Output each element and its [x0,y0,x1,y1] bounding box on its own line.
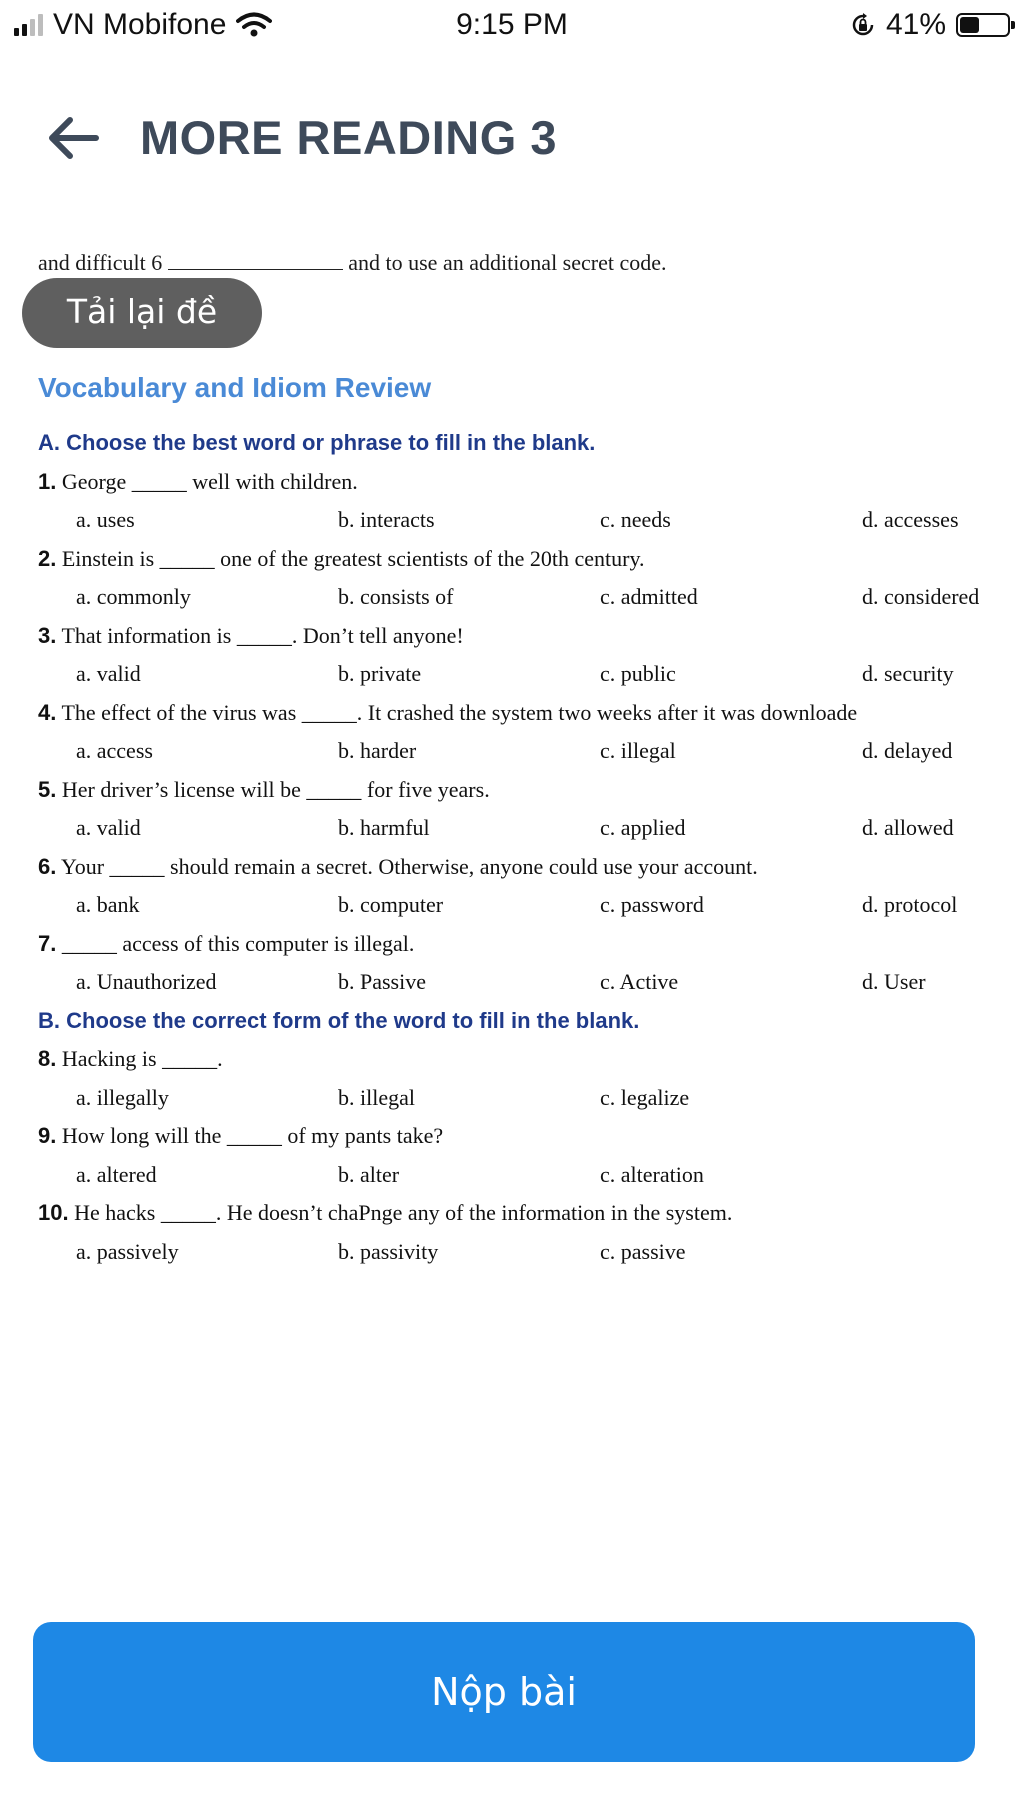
part-heading: A. Choose the best word or phrase to fill in the blank. [38,430,596,455]
answer-option[interactable]: c. admitted [600,584,698,609]
question-text [38,931,414,957]
answer-option[interactable]: b. illegal [338,1084,415,1110]
answer-option[interactable]: a. bank [76,892,140,917]
question-stem: Her driver’s license will be _____ for five years. [61,776,490,802]
question-stem: George _____ well with children. [61,468,358,494]
page-header [0,100,1024,180]
question-stem: Einstein is _____ one of the greatest scientists of the 20th century. [61,545,645,571]
answer-options [0,738,1024,768]
answer-options [0,661,1024,691]
answer-option[interactable]: c. needs [600,507,671,532]
rotation-lock-icon [850,12,876,38]
answer-option[interactable]: d. delayed [862,738,953,763]
question-number: 1. [38,468,57,494]
question-text [38,854,758,880]
answer-option[interactable]: a. valid [76,815,141,840]
question-number: 7. [38,930,57,956]
answer-options [0,969,1024,999]
answer-option[interactable]: c. passive [600,1238,686,1264]
question-text [38,1200,732,1226]
answer-option[interactable]: a. altered [76,1161,157,1187]
status-right [850,8,1010,42]
question-number: 10. [38,1200,69,1225]
answer-option[interactable]: a. valid [76,661,141,686]
answer-option[interactable]: a. passively [76,1238,179,1264]
answer-option[interactable]: c. Active [600,969,679,994]
answer-option[interactable]: b. interacts [338,507,435,532]
status-time: 9:15 PM [456,8,568,41]
answer-options [0,1085,1024,1115]
answer-option[interactable]: b. passivity [338,1238,439,1264]
question-number: 8. [38,1046,57,1071]
question-text [38,1046,223,1072]
cut-off-text-line [38,250,667,276]
status-bar [0,0,1024,52]
question-number: 4. [38,699,57,725]
answer-option[interactable]: a. access [76,738,153,763]
answer-options [0,1162,1024,1192]
answer-option[interactable]: d. allowed [862,815,954,840]
question-text [38,1123,443,1149]
carrier-name: VN Mobifone [53,8,227,41]
answer-option[interactable]: d. considered [862,584,980,609]
answer-option[interactable]: d. User [862,969,926,994]
answer-option[interactable]: b. harder [338,738,417,763]
battery-percent: 41% [885,8,946,41]
question-number: 3. [38,622,57,648]
question-text [38,623,464,649]
question-text [38,469,358,495]
question-number: 2. [38,545,57,571]
question-text [38,546,645,572]
submit-button[interactable]: Nộp bài [33,1622,975,1762]
answer-option[interactable]: c. illegal [600,738,676,763]
question-number: 9. [38,1123,57,1148]
answer-option[interactable]: b. consists of [338,584,454,609]
answer-options [0,584,1024,614]
answer-option[interactable]: c. legalize [600,1084,690,1110]
battery-fill [960,17,979,33]
answer-option[interactable]: b. Passive [338,969,426,994]
answer-option[interactable]: b. harmful [338,815,430,840]
battery-icon [956,13,1010,37]
question-text [38,777,490,803]
question-stem: Your _____ should remain a secret. Otherwise, anyone could use your account. [61,853,758,879]
cut-line-suffix: and to use an additional secret code. [348,250,667,275]
answer-option[interactable]: c. password [600,892,704,917]
answer-option[interactable]: c. alteration [600,1161,704,1187]
answer-option[interactable]: d. protocol [862,892,958,917]
answer-option[interactable]: d. accesses [862,507,959,532]
answer-options [0,892,1024,922]
cut-line-prefix: and difficult 6 [38,250,163,275]
question-stem: _____ access of this computer is illegal. [61,930,415,956]
answer-option[interactable]: b. private [338,661,422,686]
question-stem: Hacking is _____. [61,1046,223,1071]
answer-option[interactable]: a. uses [76,507,135,532]
answer-option[interactable]: b. computer [338,892,444,917]
question-stem: How long will the _____ of my pants take? [61,1123,444,1148]
blank-line [168,269,343,270]
answer-options [0,1239,1024,1269]
reload-button[interactable]: Tải lại đề [22,278,262,348]
page-title: MORE READING 3 [140,111,557,164]
part-heading: B. Choose the correct form of the word to fill in the blank. [38,1007,640,1033]
question-stem: That information is _____. Don’t tell anyone! [61,622,464,648]
question-text [38,700,857,726]
answer-option[interactable]: a. commonly [76,584,191,609]
answer-options [0,507,1024,537]
answer-option[interactable]: c. applied [600,815,686,840]
answer-options [0,815,1024,845]
question-number: 6. [38,853,57,879]
question-number: 5. [38,776,57,802]
question-stem: He hacks _____. He doesn’t chaPnge any of the information in the system. [74,1200,733,1225]
answer-option[interactable]: d. security [862,661,954,686]
answer-option[interactable]: b. alter [338,1161,400,1187]
question-stem: The effect of the virus was _____. It crashed the system two weeks after it was downloade [61,699,858,725]
answer-option[interactable]: a. Unauthorized [76,969,217,994]
arrow-left-icon[interactable] [46,114,100,162]
answer-option[interactable]: c. public [600,661,676,686]
section-title: Vocabulary and Idiom Review [38,372,432,403]
answer-option[interactable]: a. illegally [76,1084,169,1110]
